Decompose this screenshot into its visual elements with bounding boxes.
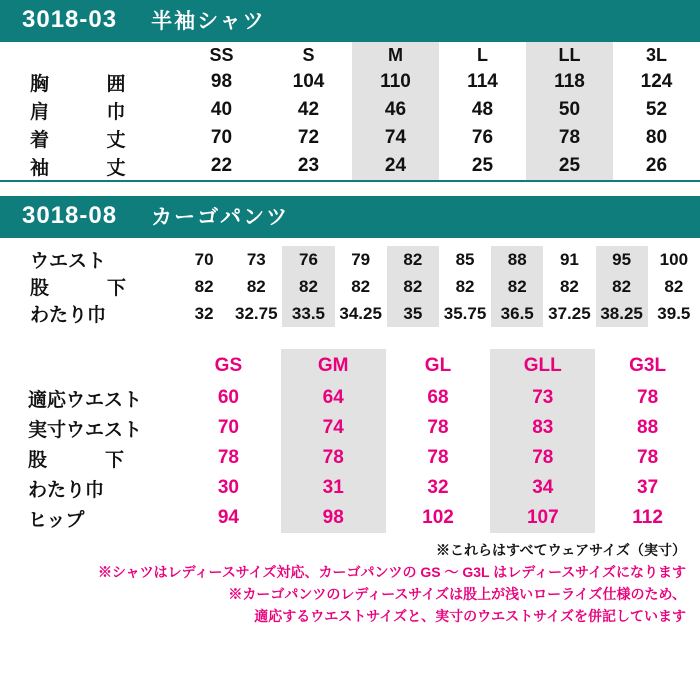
table-row [0,300,700,327]
cell: 25 [526,152,613,180]
cell: 82 [351,276,371,296]
shirt-col-ll: LL [526,42,613,68]
cell: 80 [645,127,668,148]
cell: 78 [637,387,659,408]
cell: 88 [637,417,659,438]
cell: 37.25 [548,303,591,323]
cell: 74 [352,124,439,152]
pants-product-name: カーゴパンツ [151,206,290,229]
ladies-row-label-hip: ヒップ [28,509,85,531]
shirt-product-code: 3018-03 [22,6,118,33]
cell: 91 [559,249,579,269]
cell: 78 [637,447,659,468]
cell: 40 [210,99,233,120]
ladies-col-gs: GS [214,355,243,376]
cell: 82 [559,276,579,296]
shirt-row-label-sleeve: 袖丈 [30,157,126,179]
ladies-row-label-inseam: 股下 [28,449,124,471]
shirt-corner-cell [0,42,178,68]
shirt-col-ss: SS [209,44,234,65]
cell: 82 [664,276,684,296]
cell: 98 [210,71,233,92]
cell: 42 [297,99,320,120]
cell: 23 [297,155,320,176]
note-lowrise-2: 適応するウエストサイズと、実寸のウエストサイズを併記しています [254,608,686,624]
ladies-col-gm: GM [281,349,386,383]
cell: 35 [387,300,439,327]
shirt-col-l: L [477,44,488,65]
ladies-col-gll: GLL [490,349,595,383]
table-row [0,124,700,152]
spacer [0,327,700,349]
shirt-product-name: 半袖シャツ [151,10,266,33]
cell: 82 [387,273,439,300]
cell: 100 [659,249,689,269]
cell: 22 [210,155,233,176]
cell: 72 [297,127,320,148]
table-row [0,273,700,300]
cell: 112 [632,507,663,528]
ladies-row-label-actual-waist: 実寸ウエスト [28,419,143,441]
cell: 82 [246,276,266,296]
ladies-corner-cell [0,349,176,383]
shirt-col-s: S [302,44,315,65]
cell: 78 [526,124,613,152]
cell: 82 [282,273,334,300]
cell: 31 [281,473,386,503]
cell: 34.25 [339,303,382,323]
cell: 104 [292,71,325,92]
cell: 73 [490,383,595,413]
cell: 95 [596,246,648,273]
ladies-col-gl: GL [424,355,452,376]
cell: 64 [281,383,386,413]
ladies-size-table [0,349,700,533]
cell: 83 [490,413,595,443]
cell: 74 [281,413,386,443]
shirt-section-header [0,0,700,40]
cell: 39.5 [657,303,691,323]
cell: 82 [491,273,543,300]
cell: 32 [194,303,214,323]
table-row [0,383,700,413]
table-row [0,473,700,503]
cell: 34 [490,473,595,503]
cell: 48 [471,99,494,120]
table-row [0,503,700,533]
cell: 78 [427,417,449,438]
note-wear-size: ※これらはすべてウェアサイズ（実寸） [435,542,686,558]
cell: 76 [471,127,494,148]
cell: 88 [491,246,543,273]
cell: 114 [467,71,498,92]
cell: 102 [422,507,454,528]
shirt-col-3l: 3L [645,44,667,65]
shirt-size-table [0,42,700,180]
note-lowrise-1: ※カーゴパンツのレディースサイズは股上が浅いローライズ仕様のため、 [228,586,686,602]
cell: 33.5 [282,300,334,327]
cell: 82 [194,276,214,296]
cell: 78 [490,443,595,473]
shirt-row-label-length: 着丈 [30,129,126,151]
ladies-col-g3l: G3L [629,355,667,376]
pants-row-label-inseam: 股下 [30,278,126,299]
pants-row-label-waist: ウエスト [30,251,107,272]
cell: 68 [427,387,449,408]
shirt-col-m: M [352,42,439,68]
note-ladies-size: ※シャツはレディースサイズ対応、カーゴパンツの GS ～ G3L はレディースサイズになります [97,564,686,580]
pants-size-table [0,246,700,327]
cell: 94 [217,507,239,528]
cell: 73 [246,249,266,269]
cell: 79 [351,249,371,269]
cell: 70 [194,249,214,269]
pants-row-label-thigh: わたり巾 [30,305,107,326]
cell: 70 [210,127,233,148]
table-row [0,413,700,443]
cell: 70 [217,417,239,438]
cell: 107 [490,503,595,533]
cell: 60 [217,387,239,408]
notes-block [0,533,700,627]
cell: 36.5 [491,300,543,327]
cell: 78 [217,447,239,468]
ladies-column-header-row [0,349,700,383]
pants-section-header [0,196,700,236]
cell: 82 [455,276,475,296]
table-row [0,68,700,96]
table-row [0,246,700,273]
shirt-row-label-chest: 胸囲 [30,73,126,95]
table-row [0,96,700,124]
spacer [0,182,700,196]
cell: 50 [526,96,613,124]
cell: 35.75 [443,303,487,323]
ladies-row-label-thigh: わたり巾 [28,479,105,501]
cell: 78 [281,443,386,473]
cell: 85 [455,249,475,269]
cell: 32 [427,477,449,498]
cell: 46 [352,96,439,124]
cell: 24 [352,152,439,180]
pants-product-code: 3018-08 [22,202,118,229]
ladies-row-label-fit-waist: 適応ウエスト [28,389,143,411]
table-row [0,443,700,473]
cell: 78 [427,447,449,468]
cell: 38.25 [596,300,648,327]
spacer [0,238,700,246]
cell: 32.75 [235,303,278,323]
cell: 82 [596,273,648,300]
shirt-column-header-row [0,42,700,68]
cell: 25 [471,155,494,176]
cell: 110 [352,68,439,96]
cell: 76 [282,246,334,273]
cell: 124 [640,71,673,92]
table-row [0,152,700,180]
cell: 98 [281,503,386,533]
cell: 82 [387,246,439,273]
cell: 118 [526,68,613,96]
cell: 52 [645,99,668,120]
shirt-row-label-shoulder: 肩巾 [30,101,126,123]
cell: 26 [645,155,668,176]
cell: 30 [217,477,239,498]
cell: 37 [637,477,659,498]
